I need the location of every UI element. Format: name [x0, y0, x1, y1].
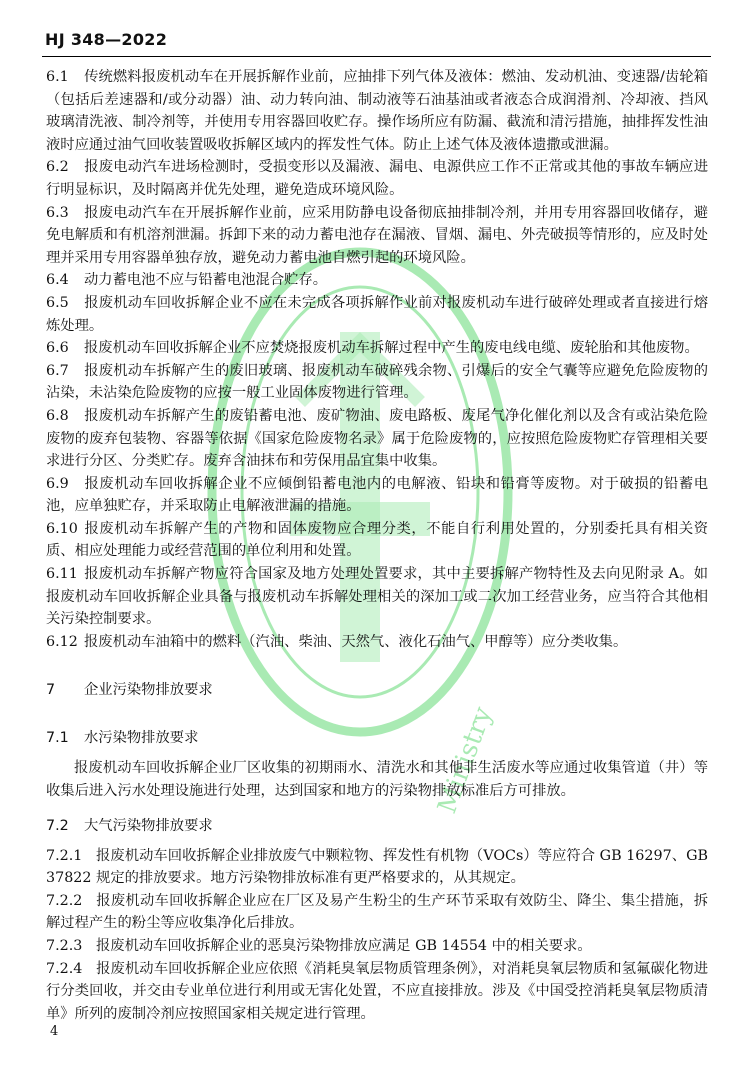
clause-7-2-1: 7.2.1 报废机动车回收拆解企业排放废气中颗粒物、挥发性有机物（VOCs）等应符合 GB 16297、GB 37822 规定的排放要求。地方污染物排放标准有更严格要求的，从其规定。: [46, 847, 708, 887]
clause-7-2-2: 7.2.2 报废机动车回收拆解企业应在厂区及易产生粉尘的生产环节采取有效防尘、降尘、集尘措施，拆解过程产生的粉尘等应收集净化后排放。: [46, 892, 708, 932]
clause-6-7: 6.7 报废机动车拆解产生的废旧玻璃、报废机动车破碎残余物、引爆后的安全气囊等应避免危险废物的沾染，未沾染危险废物的应按一般工业固体废物进行管理。: [46, 362, 708, 402]
clause-7-2-4: 7.2.4 报废机动车回收拆解企业应依照《消耗臭氧层物质管理条例》，对消耗臭氧层物质和氢氟碳化物进行分类回收，并交由专业单位进行利用或无害化处置，不应直接排放。涉及《中国受控消耗臭氧层物质清单》所列的废制冷剂应按照国家相关规定进行管理。: [46, 960, 708, 1022]
section-7-1-heading: 7.1 水污染物排放要求: [46, 730, 199, 747]
clause-6-8: 6.8 报废机动车拆解产生的废铅蓄电池、废矿物油、废电路板、废尾气净化催化剂以及含有或沾染危险废物的废弃包装物、容器等依据《国家危险废物名录》属于危险废物的，应按照危险废物贮存管理相关要求进行分区、分类贮存。废弃含油抹布和劳保用品宜集中收集。: [46, 407, 708, 470]
page-number: 4: [50, 1024, 59, 1039]
document-body: [46, 66, 708, 1025]
document-id: HJ 348—2022: [45, 30, 168, 49]
clause-6-10: 6.10 报废机动车拆解产生的产物和固体废物应合理分类，不能自行利用处置的，分别委托具有相关资质、相应处理能力或经营范围的单位利用和处置。: [46, 520, 708, 560]
section-7-2-heading: 7.2 大气污染物排放要求: [46, 817, 213, 834]
clause-6-6: 6.6 报废机动车回收拆解企业不应焚烧报废机动车拆解过程中产生的废电线电缆、废轮胎和其他废物。: [46, 340, 699, 357]
svg-text:Ministry: Ministry: [432, 703, 499, 818]
clause-6-1: 6.1 传统燃料报废机动车在开展拆解作业前，应抽排下列气体及液体：燃油、发动机油、变速器/齿轮箱（包括后差速器和/或分动器）油、动力转向油、制动液等石油基油或者液态合成润滑剂、冷却液、挡风玻璃清洗液、制冷剂等，并使用专用容器回收贮存。操作场所应有防漏、截流和清污措施，抽排挥发性油液时应通过油气回收装置吸收拆解区域内的挥发性气体。防止上述气体及液体遗撒或泄漏。: [46, 69, 708, 153]
clause-7-2-3: 7.2.3 报废机动车回收拆解企业的恶臭污染物排放应满足 GB 14554 中的相关要求。: [46, 938, 592, 954]
header-rule: [42, 56, 711, 57]
section-7-heading: 7 企业污染物排放要求: [46, 682, 213, 699]
clause-6-12: 6.12 报废机动车油箱中的燃料（汽油、柴油、天然气、液化石油气、甲醇等）应分类收集。: [46, 633, 628, 650]
clause-6-9: 6.9 报废机动车回收拆解企业不应倾倒铅蓄电池内的电解液、铅块和铅膏等废物。对于破损的铅蓄电池，应单独贮存，并采取防止电解液泄漏的措施。: [46, 475, 708, 515]
clause-6-11: 6.11 报废机动车拆解产物应符合国家及地方处理处置要求，其中主要拆解产物特性及去向见附录 A。如报废机动车回收拆解企业具备与报废机动车拆解处理相关的深加工或二次加工经营业务，应当符合其他相关污染控制要求。: [46, 566, 708, 628]
clause-6-5: 6.5 报废机动车回收拆解企业不应在未完成各项拆解作业前对报废机动车进行破碎处理或者直接进行熔炼处理。: [46, 294, 708, 334]
section-7-1-body: 报废机动车回收拆解企业厂区收集的初期雨水、清洗水和其他非生活废水等应通过收集管道（井）等收集后进入污水处理设施进行处理，达到国家和地方的污染物排放标准后方可排放。: [46, 760, 708, 800]
clause-6-2: 6.2 报废电动汽车进场检测时，受损变形以及漏液、漏电、电源供应工作不正常或其他的事故车辆应进行明显标识，及时隔离并优先处理，避免造成环境风险。: [46, 159, 708, 198]
clause-6-3: 6.3 报废电动汽车在开展拆解作业前，应采用防静电设备彻底抽排制冷剂，并用专用容器回收储存，避免电解质和有机溶剂泄漏。拆卸下来的动力蓄电池存在漏液、冒烟、漏电、外壳破损等情形的，应及时处理并采用专用容器单独存放，避免动力蓄电池自燃引起的环境风险。: [46, 204, 708, 266]
clause-6-4: 6.4 动力蓄电池不应与铅蓄电池混合贮存。: [46, 272, 328, 289]
